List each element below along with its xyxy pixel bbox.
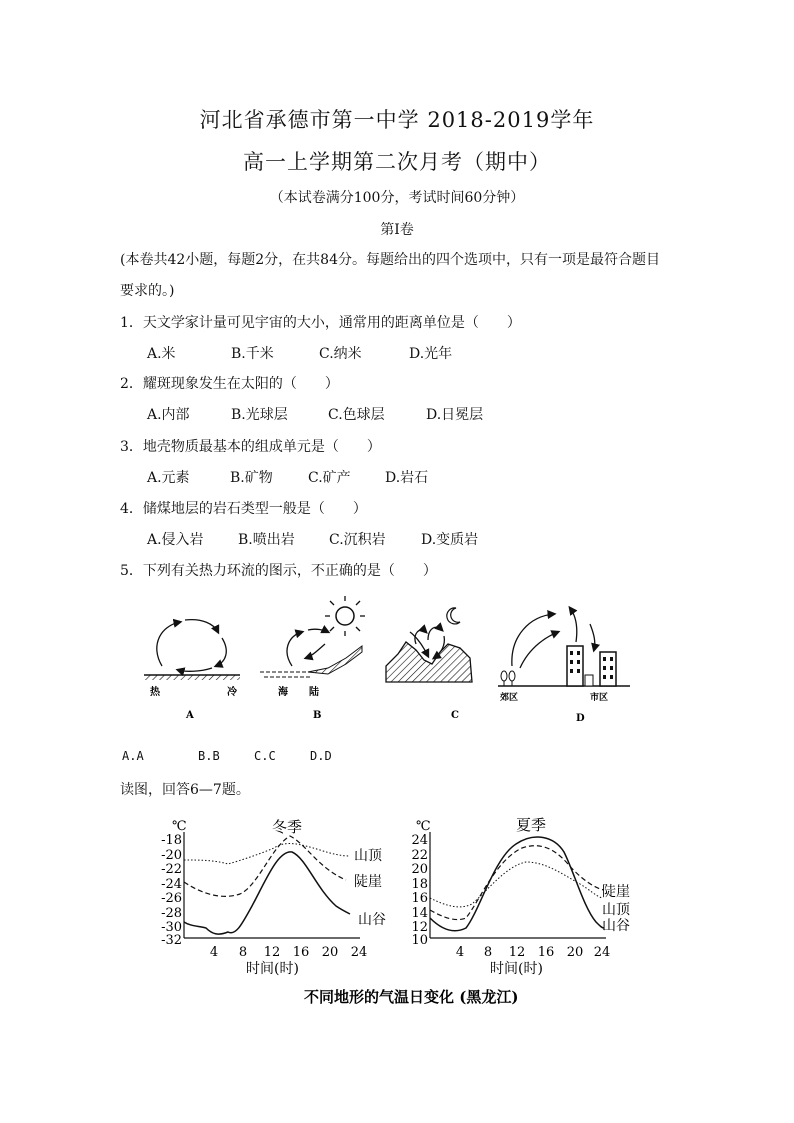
- q4-option-a[interactable]: A.侵入岩: [147, 532, 204, 548]
- q3-option-a[interactable]: A.元素: [147, 470, 190, 486]
- winter-xtick: 16: [292, 945, 310, 960]
- q5-option-d[interactable]: D.D: [310, 749, 332, 763]
- winter-ytick: -22: [161, 862, 182, 877]
- panel-d-arrow-3: [570, 608, 577, 642]
- panel-c-arrow-2: [428, 627, 442, 640]
- q4-option-d[interactable]: D.变质岩: [421, 532, 479, 548]
- q2-option-d[interactable]: D.日冕层: [426, 407, 484, 423]
- building-icon-2: [600, 652, 616, 686]
- q4-option-c[interactable]: C.沉积岩: [329, 532, 386, 548]
- summer-xtick: 16: [537, 945, 555, 960]
- panel-b-left-label: 海: [278, 687, 288, 698]
- panel-a-arrow-down: [216, 638, 226, 666]
- winter-unit: ℃: [172, 819, 187, 834]
- instructions-line1: (本卷共42小题，每题2分，在共84分。每题给出的四个选项中，只有一项是最符合题目: [120, 252, 660, 268]
- panel-a-arrow-top: [185, 620, 218, 632]
- panel-b-label: B: [313, 710, 322, 721]
- q3-option-d[interactable]: D.岩石: [385, 470, 429, 486]
- summer-series-cliff: [430, 846, 604, 920]
- winter-ytick: -24: [161, 877, 182, 892]
- question-4-options: [147, 529, 478, 549]
- summer-ytick: 10: [411, 933, 428, 948]
- question-2-options: [147, 404, 483, 424]
- figure-caption: 不同地形的气温日变化 (黑龙江): [304, 988, 519, 1006]
- exam-title-line1: 河北省承德市第一中学 2018-2019学年: [199, 108, 595, 132]
- q1-option-c[interactable]: C.纳米: [319, 346, 362, 362]
- summer-xtick: 20: [566, 945, 584, 960]
- panel-c-arrow-1: [415, 630, 426, 644]
- summer-label-valley: 山谷: [602, 918, 630, 934]
- summer-ytick: 16: [411, 891, 428, 906]
- moon-icon: [447, 608, 460, 624]
- winter-series-summit: [184, 844, 350, 864]
- q5-option-a[interactable]: A.A: [122, 749, 144, 763]
- panel-c-mountains: [386, 642, 472, 682]
- question-5-options: [122, 749, 332, 763]
- panel-a-right-label: 冷: [227, 687, 237, 698]
- winter-label-summit: 山顶: [354, 848, 382, 864]
- q5-option-c[interactable]: C.C: [254, 749, 276, 763]
- question-1-options: [147, 343, 452, 363]
- panel-d-left-label: 郊区: [500, 693, 519, 703]
- q3-option-c[interactable]: C.矿产: [308, 470, 351, 486]
- winter-series-cliff: [184, 836, 346, 896]
- q1-option-b[interactable]: B.千米: [231, 346, 274, 362]
- exam-title-line2: 高一上学期第二次月考（期中）: [243, 150, 551, 174]
- winter-xtick: 8: [238, 945, 248, 960]
- panel-d-arrow-1: [512, 614, 554, 666]
- thermal-circulation-figure: [130, 596, 650, 726]
- summer-xtick: 4: [455, 945, 465, 960]
- winter-ytick: -30: [161, 920, 182, 935]
- winter-label-cliff: 陡崖: [354, 874, 382, 890]
- winter-series-valley: [184, 852, 350, 934]
- q2-option-c[interactable]: C.色球层: [328, 407, 385, 423]
- exam-note: （本试卷满分100分，考试时间60分钟）: [269, 190, 525, 206]
- tree-icon: [501, 671, 515, 686]
- instructions-line2: 要求的。): [120, 283, 175, 299]
- panel-d-right-label: 市区: [590, 693, 609, 703]
- reading-prompt: 读图，回答6—7题。: [120, 782, 250, 798]
- panel-d-arrow-2: [520, 632, 558, 668]
- summer-label-summit: 山顶: [602, 902, 630, 918]
- temperature-figure: [150, 810, 630, 1010]
- winter-xtick: 20: [321, 945, 339, 960]
- winter-title: 冬季: [272, 818, 303, 836]
- winter-chart: [161, 818, 386, 977]
- q4-option-b[interactable]: B.喷出岩: [238, 532, 295, 548]
- panel-d-label: D: [576, 713, 585, 724]
- winter-xtick: 4: [209, 945, 219, 960]
- question-5-stem: 5．下列有关热力环流的图示，不正确的是（ ）: [120, 563, 437, 579]
- panel-b-arrow-3: [306, 644, 325, 658]
- panel-d-arrow-4: [590, 624, 595, 650]
- question-3-stem: 3．地壳物质最基本的组成单元是（ ）: [120, 439, 381, 455]
- q3-option-b[interactable]: B.矿物: [230, 470, 273, 486]
- summer-label-cliff: 陡崖: [602, 884, 630, 900]
- panel-c: [386, 608, 472, 721]
- panel-a-arrow-bottom: [178, 668, 212, 671]
- summer-unit: ℃: [416, 819, 431, 834]
- winter-ytick: -32: [161, 933, 182, 948]
- summer-xlabel: 时间(时): [490, 961, 543, 977]
- winter-xtick: 24: [350, 945, 368, 960]
- summer-series-summit: [430, 862, 602, 907]
- winter-ytick: -18: [161, 833, 182, 848]
- q2-option-b[interactable]: B.光球层: [231, 407, 288, 423]
- question-3-options: [147, 467, 428, 487]
- summer-ytick: 20: [411, 862, 428, 877]
- q2-option-a[interactable]: A.内部: [147, 407, 190, 423]
- q1-option-d[interactable]: D.光年: [409, 346, 453, 362]
- panel-d: [498, 608, 630, 724]
- question-4-stem: 4．储煤地层的岩石类型一般是（ ）: [120, 501, 367, 517]
- summer-ytick: 12: [411, 920, 428, 935]
- panel-b-arrow-2: [308, 629, 328, 632]
- volume-label: 第Ⅰ卷: [380, 222, 414, 238]
- winter-xtick: 12: [263, 945, 281, 960]
- q1-option-a[interactable]: A.米: [147, 346, 176, 362]
- winter-ytick: -28: [161, 906, 182, 921]
- winter-xlabel: 时间(时): [246, 961, 299, 977]
- q5-option-b[interactable]: B.B: [198, 749, 220, 763]
- panel-a: [144, 620, 240, 721]
- summer-xtick: 8: [483, 945, 493, 960]
- panel-b: [260, 596, 365, 721]
- question-2-stem: 2．耀斑现象发生在太阳的（ ）: [120, 376, 339, 392]
- winter-ytick: -26: [161, 891, 182, 906]
- winter-ytick: -20: [161, 848, 182, 863]
- summer-chart: [411, 816, 630, 977]
- summer-ytick: 18: [411, 877, 428, 892]
- panel-b-land: [308, 646, 362, 674]
- question-1-stem: 1．天文学家计量可见宇宙的大小，通常用的距离单位是（ ）: [120, 315, 521, 331]
- summer-xtick: 24: [593, 945, 611, 960]
- panel-b-right-label: 陆: [309, 687, 319, 698]
- panel-b-arrow-1: [287, 632, 302, 666]
- summer-xtick: 12: [508, 945, 526, 960]
- summer-ytick: 14: [411, 906, 428, 921]
- panel-a-label: A: [186, 710, 194, 721]
- panel-a-left-label: 热: [150, 687, 160, 698]
- summer-ytick: 24: [411, 833, 428, 848]
- summer-ytick: 22: [411, 848, 428, 863]
- winter-label-valley: 山谷: [358, 912, 386, 928]
- panel-a-arrow-up: [157, 622, 180, 666]
- sun-icon: [336, 607, 354, 625]
- panel-c-label: C: [451, 710, 459, 721]
- building-icon: [567, 646, 583, 686]
- summer-title: 夏季: [516, 816, 547, 834]
